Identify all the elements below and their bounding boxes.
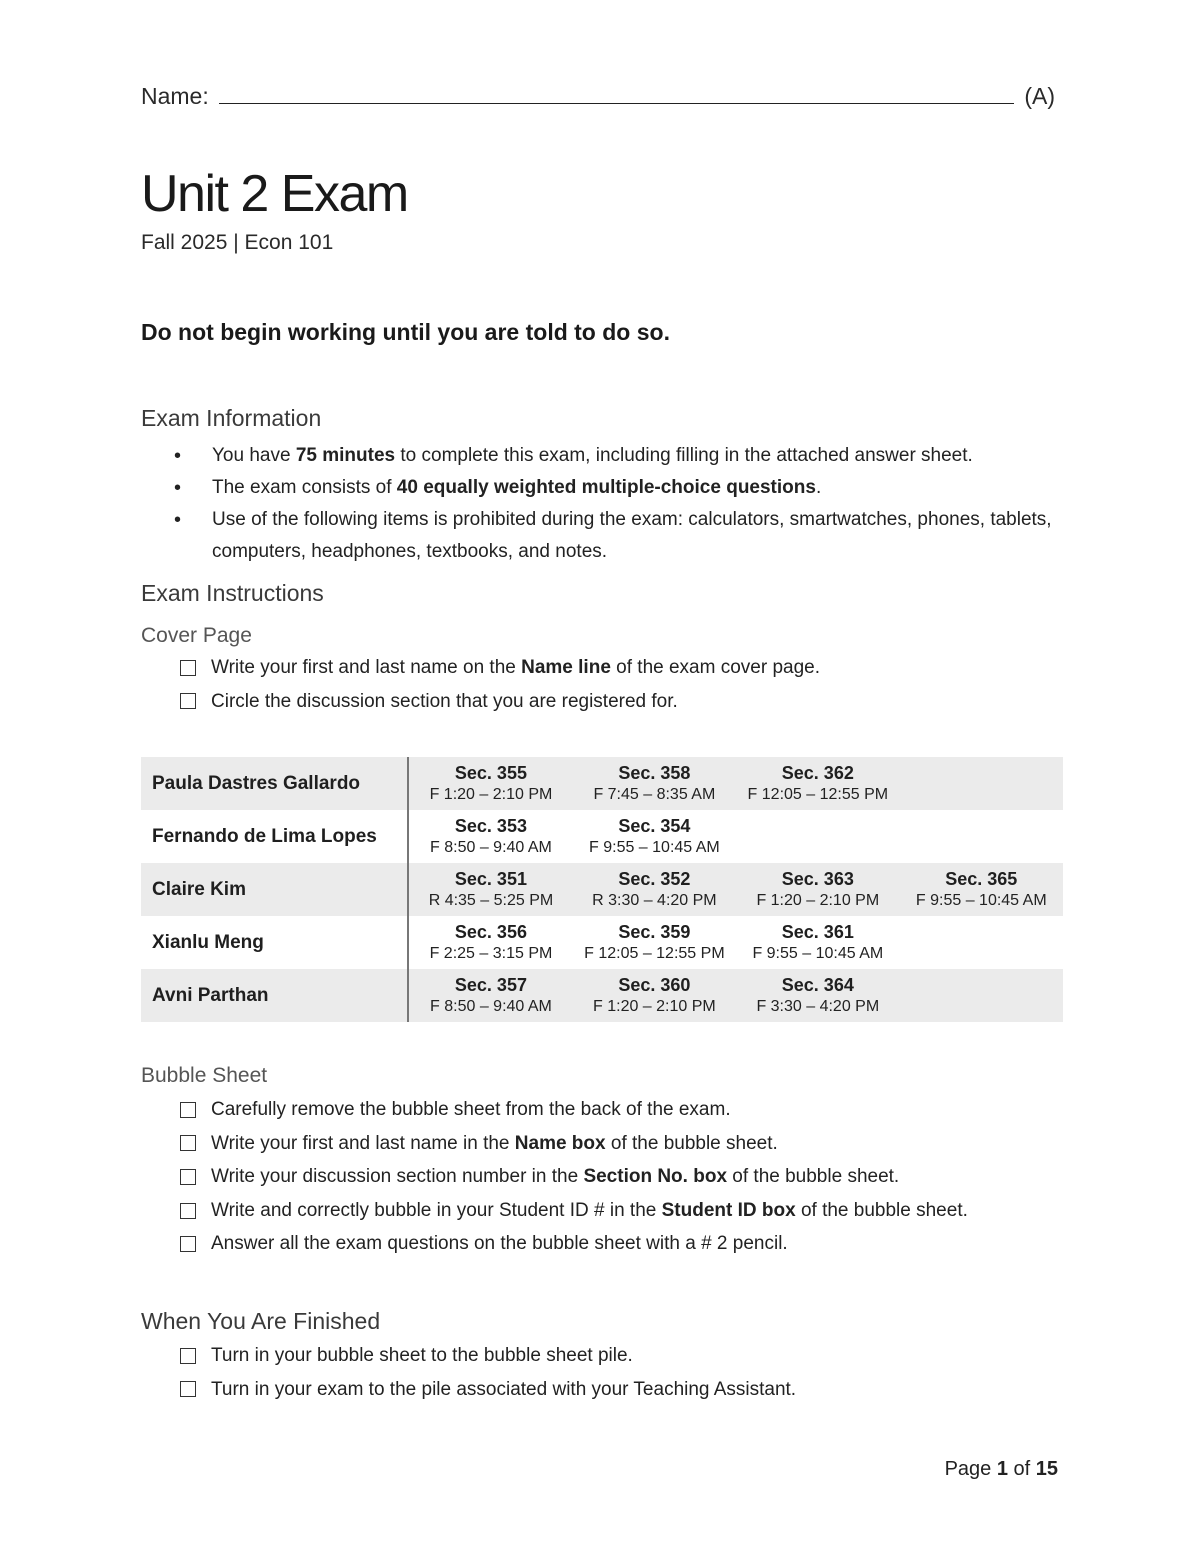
table-row bbox=[141, 969, 1063, 1022]
page-number: Page 1 of 15 bbox=[944, 1458, 1058, 1480]
section-cell[interactable]: Sec. 351 R 4:35 – 5:25 PM bbox=[408, 863, 572, 916]
checklist-item[interactable]: Circle the discussion section that you are registered for. bbox=[180, 685, 820, 719]
exam-information-heading: Exam Information bbox=[141, 405, 322, 431]
empty-cell bbox=[900, 969, 1063, 1022]
checkbox[interactable] bbox=[180, 1381, 196, 1397]
page-title: Unit 2 Exam bbox=[141, 165, 408, 223]
cover-page-heading: Cover Page bbox=[141, 624, 252, 647]
table-row bbox=[141, 810, 1063, 863]
section-cell[interactable]: Sec. 357 F 8:50 – 9:40 AM bbox=[408, 969, 572, 1022]
finished-checklist bbox=[180, 1339, 796, 1406]
bubble-sheet-checklist bbox=[180, 1093, 968, 1261]
section-cell[interactable]: Sec. 364 F 3:30 – 4:20 PM bbox=[736, 969, 899, 1022]
finished-heading: When You Are Finished bbox=[141, 1308, 381, 1334]
checkbox[interactable] bbox=[180, 660, 196, 676]
empty-cell bbox=[900, 810, 1063, 863]
table-row bbox=[141, 916, 1063, 969]
checkbox[interactable] bbox=[180, 1169, 196, 1185]
checklist-item[interactable]: Turn in your exam to the pile associated with your Teaching Assistant. bbox=[180, 1373, 796, 1407]
checklist-item[interactable]: Write your discussion section number in the Section No. box of the bubble sheet. bbox=[180, 1160, 968, 1194]
instructor-name: Fernando de Lima Lopes bbox=[141, 810, 408, 863]
section-cell[interactable]: Sec. 358 F 7:45 – 8:35 AM bbox=[573, 757, 736, 810]
start-warning: Do not begin working until you are told to do so. bbox=[141, 319, 670, 345]
checkbox[interactable] bbox=[180, 1348, 196, 1364]
exam-information-list bbox=[172, 440, 1072, 568]
checklist-item[interactable]: Carefully remove the bubble sheet from the back of the exam. bbox=[180, 1093, 968, 1127]
name-line bbox=[219, 102, 1015, 104]
instructor-name: Avni Parthan bbox=[141, 969, 408, 1022]
section-cell[interactable]: Sec. 352 R 3:30 – 4:20 PM bbox=[573, 863, 736, 916]
discussion-sections-table bbox=[141, 757, 1064, 1022]
list-item: • You have 75 minutes to complete this exam, including filling in the attached answer sheet. bbox=[172, 440, 1072, 472]
section-cell[interactable]: Sec. 356 F 2:25 – 3:15 PM bbox=[429, 921, 553, 962]
name-row bbox=[141, 76, 1055, 110]
checkbox[interactable] bbox=[180, 1102, 196, 1118]
checkbox[interactable] bbox=[180, 1203, 196, 1219]
list-item: • The exam consists of 40 equally weighted multiple-choice questions. bbox=[172, 472, 1072, 504]
section-cell[interactable]: Sec. 360 F 1:20 – 2:10 PM bbox=[573, 969, 736, 1022]
checkbox[interactable] bbox=[180, 1236, 196, 1252]
section-cell[interactable]: Sec. 361 F 9:55 – 10:45 AM bbox=[752, 921, 884, 962]
list-item: • Use of the following items is prohibited during the exam: calculators, smartwatches, phones, tablets, computers, headphones, textbooks, and notes. bbox=[172, 504, 1072, 568]
section-cell[interactable]: Sec. 359 F 12:05 – 12:55 PM bbox=[584, 921, 725, 962]
checklist-item[interactable]: Write and correctly bubble in your Student ID # in the Student ID box of the bubble sheet. bbox=[180, 1194, 968, 1228]
section-cell[interactable]: Sec. 353 F 8:50 – 9:40 AM bbox=[430, 815, 552, 856]
checklist-item[interactable]: Write your first and last name in the Name box of the bubble sheet. bbox=[180, 1127, 968, 1161]
bubble-sheet-heading: Bubble Sheet bbox=[141, 1064, 268, 1087]
page-subtitle: Fall 2025 | Econ 101 bbox=[141, 231, 334, 254]
empty-cell bbox=[900, 757, 1063, 810]
checklist-item[interactable]: Answer all the exam questions on the bubble sheet with a # 2 pencil. bbox=[180, 1227, 968, 1261]
checkbox[interactable] bbox=[180, 1135, 196, 1151]
instructor-name: Paula Dastres Gallardo bbox=[141, 757, 408, 810]
empty-cell bbox=[736, 810, 899, 863]
checklist-item[interactable]: Write your first and last name on the Name line of the exam cover page. bbox=[180, 651, 820, 685]
section-cell[interactable]: Sec. 355 F 1:20 – 2:10 PM bbox=[408, 757, 572, 810]
section-cell[interactable]: Sec. 362 F 12:05 – 12:55 PM bbox=[736, 757, 899, 810]
instructor-name: Xianlu Meng bbox=[141, 916, 408, 969]
exam-instructions-heading: Exam Instructions bbox=[141, 580, 324, 606]
checklist-item[interactable]: Turn in your bubble sheet to the bubble sheet pile. bbox=[180, 1339, 796, 1373]
name-label: Name: bbox=[141, 83, 209, 109]
cover-page-checklist bbox=[180, 651, 820, 718]
instructor-name: Claire Kim bbox=[141, 863, 408, 916]
table-row bbox=[141, 757, 1063, 810]
checkbox[interactable] bbox=[180, 693, 196, 709]
exam-version: (A) bbox=[1024, 83, 1055, 109]
section-cell[interactable]: Sec. 365 F 9:55 – 10:45 AM bbox=[900, 863, 1063, 916]
empty-cell bbox=[900, 916, 1063, 969]
section-cell[interactable]: Sec. 354 F 9:55 – 10:45 AM bbox=[589, 815, 720, 856]
section-cell[interactable]: Sec. 363 F 1:20 – 2:10 PM bbox=[736, 863, 899, 916]
table-row bbox=[141, 863, 1063, 916]
